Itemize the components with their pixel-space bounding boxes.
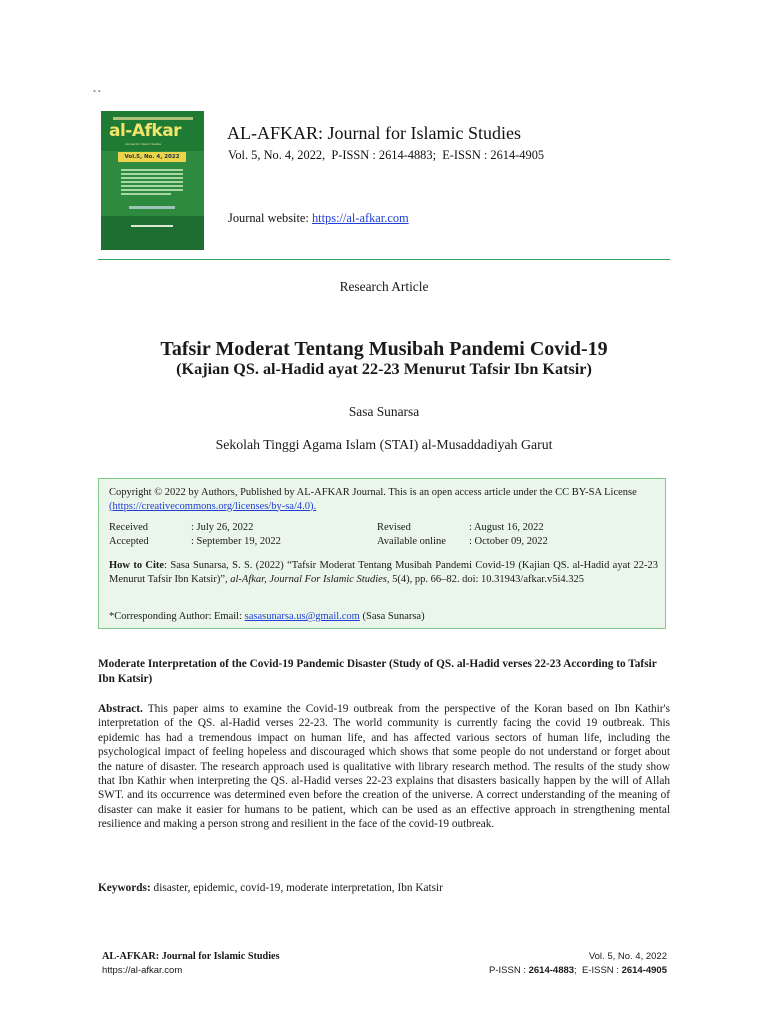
journal-website: [228, 211, 409, 226]
cover-website-line: [131, 225, 173, 227]
online-date: : October 09, 2022: [469, 536, 548, 547]
footer-issn: [489, 965, 667, 976]
corr-email-link[interactable]: sasasunarsa.us@gmail.com: [244, 611, 360, 622]
article-author: Sasa Sunarsa: [348, 404, 420, 419]
cover-text-line: [121, 173, 183, 175]
footer-url: https://al-afkar.com: [102, 965, 183, 976]
abstract-label: Abstract.: [98, 703, 143, 715]
footer-eissn: 2614-4905: [621, 965, 667, 976]
received-date: : July 26, 2022: [191, 522, 254, 533]
journal-cover-image: [101, 111, 204, 250]
abstract: [98, 702, 670, 832]
cover-volume-badge: Vol.5, No. 4, 2022: [118, 152, 186, 162]
footer-pissn: 2614-4883: [528, 965, 575, 976]
license-link[interactable]: (https://creativecommons.org/licenses/by-sa/4.0).: [109, 500, 317, 512]
keywords-list: disaster, epidemic, covid-19, moderate interpretation, Ibn Katsir: [150, 882, 443, 894]
copyright-notice: [109, 486, 659, 513]
accepted-label: Accepted: [109, 536, 149, 547]
english-title: [98, 657, 670, 687]
accepted-date: : September 19, 2022: [191, 536, 281, 547]
footer-eissn-label: ; E-ISSN :: [574, 965, 622, 976]
footer-journal-title: AL-AFKAR: Journal for Islamic Studies: [102, 951, 280, 962]
cover-text-line: [121, 177, 183, 179]
cover-text-line: [121, 189, 183, 191]
english-title-main: Moderate Interpretation of the Covid-19 Pandemic Disaster: [98, 658, 387, 670]
cite-text: : Sasa Sunarsa, S. S. (2022) “Tafsir Moderat Tentang Musibah Pandemi Covid-19 (Kajian QS. al-Hadid ayat 22-23 Menurut Tafsir Ibn Katsir)”,: [109, 560, 658, 585]
journal-website-label: Journal website:: [228, 211, 312, 225]
header-divider: [98, 259, 670, 260]
article-type: Research Article: [339, 279, 429, 294]
cover-issn-line: [129, 206, 175, 209]
how-to-cite: [109, 559, 658, 586]
cite-journal: al-Afkar, Journal For Islamic Studies: [230, 573, 387, 585]
revised-date: : August 16, 2022: [469, 522, 544, 533]
footer-pissn-label: P-ISSN :: [489, 965, 529, 976]
cover-text-line: [121, 185, 183, 187]
cite-doi: , 5(4), pp. 66–82. doi: 10.31943/afkar.v5i4.325: [386, 573, 585, 585]
cover-arabic-script: [113, 117, 193, 120]
online-label: Available online: [377, 536, 446, 547]
article-subtitle: (Kajian QS. al-Hadid ayat 22-23 Menurut Tafsir Ibn Katsir): [176, 360, 592, 378]
corr-label: *Corresponding Author: Email:: [109, 611, 245, 622]
abstract-text: This paper aims to examine the Covid-19 outbreak from the perspective of the Koran based on Ibn Kathir's interpretation of the QS. al-Hadid verses 22-23. The world community is currently facing the covid 19 outbreak. This epidemic has had a tremendous impact on human life, and has affected various sectors of human life, including the psychological impact of feeling hopeless and discouraged which shows that some people do not understand or forget about the nature of disaster. The research approach used is qualitative with library research method. The results of the study show that Ibn Kathir when interpreting the QS. al-Hadid verses 22-23 explains that disasters basically happen by the will of Allah SWT. and its occurrence was determined even before the creation of the universe. A correct understanding of the meaning of disaster can make it easier for humans to be patient, which can be used as an effective approach in strengthening mental resilience and making a person strong and resilient in the face of the covid-19 outbreak.: [98, 703, 670, 831]
copyright-text: Copyright © 2022 by Authors, Published by AL-AFKAR Journal. This is an open access article under the CC BY-SA License: [109, 487, 637, 498]
keywords-label: Keywords:: [98, 882, 151, 894]
cover-bottom-band: [101, 216, 204, 250]
english-title-rest: (Study of QS. al-Hadid verses 22-23 According to Tafsir Ibn Katsir): [98, 658, 657, 685]
cover-text-line: [121, 193, 171, 195]
corr-name: (Sasa Sunarsa): [359, 611, 425, 622]
journal-volume-issn: Vol. 5, No. 4, 2022, P-ISSN : 2614-4883; E-ISSN : 2614-4905: [228, 148, 545, 162]
author-affiliation: Sekolah Tinggi Agama Islam (STAI) al-Musaddadiyah Garut: [215, 437, 553, 452]
cover-text-line: [121, 169, 183, 171]
revised-label: Revised: [377, 522, 411, 533]
footer-volume: Vol. 5, No. 4, 2022: [588, 951, 667, 962]
cover-logo-subtitle: Journal For Islamic Studies: [125, 142, 162, 146]
journal-title: AL-AFKAR: Journal for Islamic Studies: [227, 123, 521, 143]
cover-text-line: [121, 181, 183, 183]
journal-website-link[interactable]: https://al-afkar.com: [311, 211, 409, 225]
cover-logo: al-Afkar: [109, 121, 182, 141]
cite-label: How to Cite: [109, 560, 165, 571]
keywords: [98, 882, 670, 894]
corner-marks: ° °: [93, 90, 101, 97]
corresponding-author: [109, 610, 658, 624]
article-info-box: [98, 478, 666, 629]
article-title: Tafsir Moderat Tentang Musibah Pandemi Covid-19: [160, 338, 608, 360]
received-label: Received: [109, 522, 149, 533]
